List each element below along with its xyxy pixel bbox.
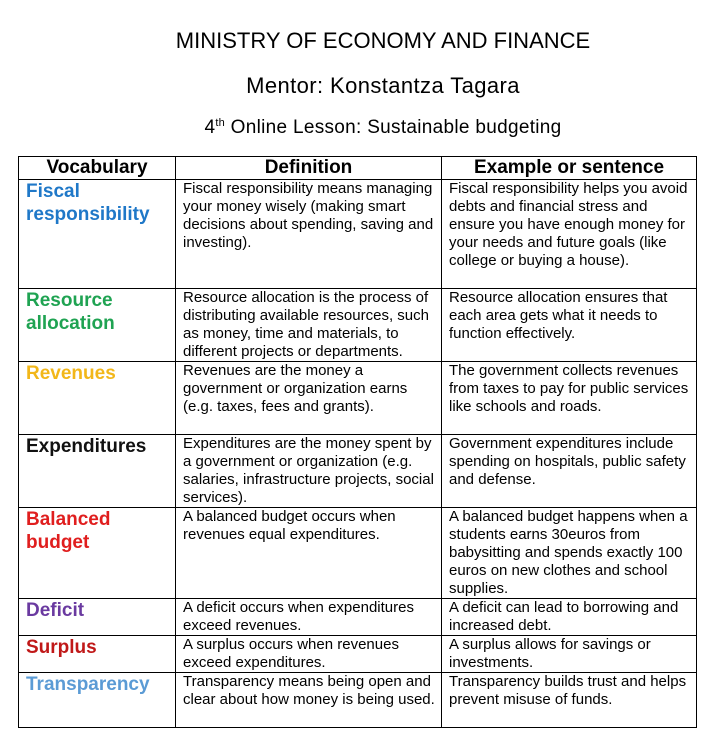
header-definition: Definition (176, 157, 442, 180)
lesson-number-suffix: th (215, 117, 226, 129)
table-row (19, 599, 697, 636)
definition-cell: Fiscal responsibility means managing your money wisely (making smart decisions about spending, saving and investing). (176, 180, 442, 289)
lesson-title-text: Online Lesson: Sustainable budgeting (225, 117, 562, 138)
example-cell: A balanced budget happens when a students earns 30euros from babysitting and spends exactly 100 euros on new clothes and school supplies. (442, 508, 697, 599)
table-row (19, 435, 697, 508)
header-vocabulary: Vocabulary (19, 157, 176, 180)
definition-cell: A surplus occurs when revenues exceed expenditures. (176, 636, 442, 673)
table-row (19, 508, 697, 599)
mentor-line: Mentor: Konstantza Tagara (246, 73, 520, 98)
example-cell: The government collects revenues from taxes to pay for public services like schools and roads. (442, 362, 697, 435)
table-row (19, 673, 697, 728)
term-cell: Revenues (19, 362, 176, 435)
example-cell: Resource allocation ensures that each area gets what it needs to function effectively. (442, 289, 697, 362)
header-example: Example or sentence (442, 157, 697, 180)
table-header-row (19, 157, 697, 180)
definition-cell: Transparency means being open and clear about how money is being used. (176, 673, 442, 728)
table-row (19, 636, 697, 673)
term-cell: Surplus (19, 636, 176, 673)
table-row (19, 362, 697, 435)
term-cell: Transparency (19, 673, 176, 728)
term-cell: Resource allocation (19, 289, 176, 362)
lesson-title (0, 117, 719, 139)
definition-cell: A balanced budget occurs when revenues equal expenditures. (176, 508, 442, 599)
definition-cell: Expenditures are the money spent by a government or organization (e.g. salaries, infrastructure projects, social services). (176, 435, 442, 508)
ministry-title: MINISTRY OF ECONOMY AND FINANCE (175, 28, 591, 53)
example-cell: A surplus allows for savings or investments. (442, 636, 697, 673)
term-cell: Deficit (19, 599, 176, 636)
table-row (19, 289, 697, 362)
definition-cell: A deficit occurs when expenditures exceed revenues. (176, 599, 442, 636)
table-row (19, 180, 697, 289)
example-cell: Government expenditures include spending on hospitals, public safety and defense. (442, 435, 697, 508)
term-cell: Balanced budget (19, 508, 176, 599)
definition-cell: Resource allocation is the process of distributing available resources, such as money, time and materials, to different projects or departments. (176, 289, 442, 362)
example-cell: Fiscal responsibility helps you avoid debts and financial stress and ensure you have enough money for your needs and future goals (like college or buying a house). (442, 180, 697, 289)
definition-cell: Revenues are the money a government or organization earns (e.g. taxes, fees and grants). (176, 362, 442, 435)
lesson-number: 4 (204, 117, 216, 138)
term-cell: Fiscal responsibility (19, 180, 176, 289)
vocabulary-table (18, 156, 697, 728)
term-cell: Expenditures (19, 435, 176, 508)
example-cell: Transparency builds trust and helps prevent misuse of funds. (442, 673, 697, 728)
example-cell: A deficit can lead to borrowing and increased debt. (442, 599, 697, 636)
